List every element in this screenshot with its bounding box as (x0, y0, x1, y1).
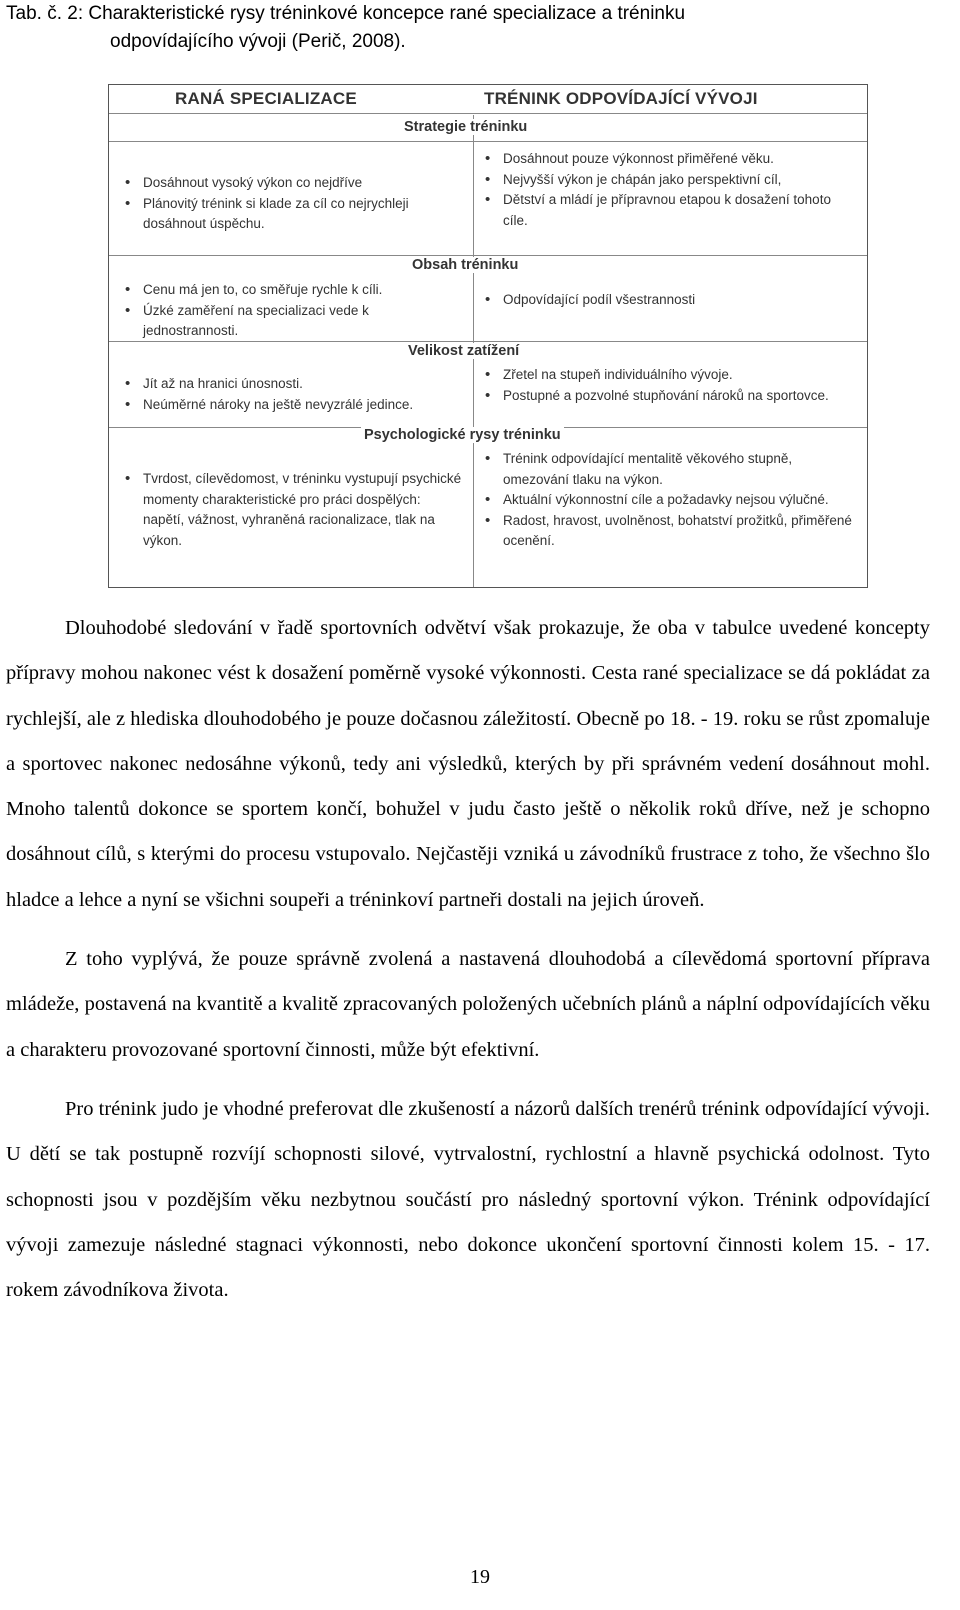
list-item: • Postupné a pozvolné stupňování nároků na sportovce. (479, 386, 859, 407)
comparison-table-figure (108, 84, 868, 588)
list-item: • Dětství a mládí je přípravnou etapou k dosažení tohoto cíle. (479, 190, 859, 231)
paragraph: Pro trénink judo je vhodné preferovat dle zkušeností a názorů dalších trenérů trénink odpovídající vývoji. U dětí se tak postupně rozvíjí schopnosti silové, vytrvalostní, rychlostní a hlavně psychická odolnost. Tyto schopnosti jsou v pozdějším věku nezbytnou součástí pro následný sportovní výkon. Trénink odpovídající vývoji zamezuje následné stagnaci výkonnosti, nebo dokonce ukončení sportovní činnosti kolem 15. - 17. rokem závodníkova života. (6, 1097, 930, 1302)
caption-line-2: odpovídajícího vývoji (Perič, 2008). (110, 31, 406, 52)
section-title-psychology: Psychologické rysy tréninku (361, 427, 564, 443)
content-right-column (479, 290, 859, 311)
page-number: 19 (470, 1566, 490, 1588)
section-title-strategy: Strategie tréninku (401, 119, 530, 135)
load-right-column (479, 365, 859, 406)
table-caption (6, 0, 906, 56)
header-development-training: TRÉNINK ODPOVÍDAJÍCÍ VÝVOJI (484, 89, 758, 108)
section-divider (109, 341, 867, 342)
section-divider (109, 255, 867, 256)
list-item: • Trénink odpovídající mentalitě věkového stupně, omezování tlaku na výkon. (479, 449, 859, 490)
list-item: • Zřetel na stupeň individuálního vývoje. (479, 365, 859, 386)
list-item: • Plánovitý trénink si klade za cíl co nejrychleji dosáhnout úspěchu. (119, 194, 459, 235)
list-item: • Tvrdost, cílevědomost, v tréninku vystupují psychické momenty charakteristické pro práci dospělých: napětí, vážnost, vyhraněná racionalizace, tlak na výkon. (119, 469, 464, 551)
header-early-specialization: RANÁ SPECIALIZACE (175, 89, 357, 108)
list-item: • Aktuální výkonnostní cíle a požadavky nejsou výlučné. (479, 490, 859, 511)
psychology-right-column (479, 449, 859, 552)
list-item: • Nejvyšší výkon je chápán jako perspektivní cíl, (479, 170, 859, 191)
section-divider (109, 141, 867, 142)
paragraph: Z toho vyplývá, že pouze správně zvolená a nastavená dlouhodobá a cílevědomá sportovní příprava mládeže, postavená na kvantitě a kvalitě zpracovaných položených učebních plánů a náplní odpovídajících věku a charakteru provozované sportovní činnosti, může být efektivní. (6, 948, 930, 1061)
section-title-load: Velikost zatížení (405, 343, 522, 359)
list-item: • Radost, hravost, uvolněnost, bohatství prožitků, přiměřené ocenění. (479, 511, 859, 552)
list-item: • Dosáhnout pouze výkonnost přiměřené věku. (479, 149, 859, 170)
strategy-right-column (479, 149, 859, 231)
list-item: • Neúměrné nároky na ještě nevyzrálé jedince. (119, 395, 459, 416)
list-item: • Odpovídající podíl všestrannosti (479, 290, 859, 311)
list-item: • Jít až na hranici únosnosti. (119, 374, 459, 395)
strategy-left-column (119, 173, 459, 235)
load-left-column (119, 374, 459, 415)
header-divider (109, 113, 867, 114)
paragraph: Dlouhodobé sledování v řadě sportovních odvětví však prokazuje, že oba v tabulce uvedené koncepty přípravy mohou nakonec vést k dosažení poměrně vysoké výkonnosti. Cesta rané specializace se dá pokládat za rychlejší, ale z hlediska dlouhodobého je pouze dočasnou záležitostí. Obecně po 18. - 19. roku se růst zpomaluje a sportovec nakonec nedosáhne výkonů, tedy ani výsledků, kterých by při správném vedení dosáhnout mohl. Mnoho talentů dokonce se sportem končí, bohužel v judu často ještě o několik roků dříve, než je schopno dosáhnout cílů, s kterými do procesu vstupovalo. Nejčastěji vzniká u závodníků frustrace z toho, že všechno šlo hladce a lehce a nyní se všichni soupeři a tréninkoví partneři dostali na jejich úroveň. (6, 617, 930, 911)
content-left-column (119, 280, 459, 342)
body-text (6, 606, 930, 1327)
psychology-left-column (119, 469, 464, 551)
list-item: • Cenu má jen to, co směřuje rychle k cíli. (119, 280, 459, 301)
list-item: • Úzké zaměření na specializaci vede k jednostrannosti. (119, 301, 459, 342)
list-item: • Dosáhnout vysoký výkon co nejdříve (119, 173, 459, 194)
section-title-content: Obsah tréninku (409, 257, 521, 273)
caption-line-1: Tab. č. 2: Charakteristické rysy tréninkové koncepce rané specializace a tréninku (6, 3, 686, 24)
